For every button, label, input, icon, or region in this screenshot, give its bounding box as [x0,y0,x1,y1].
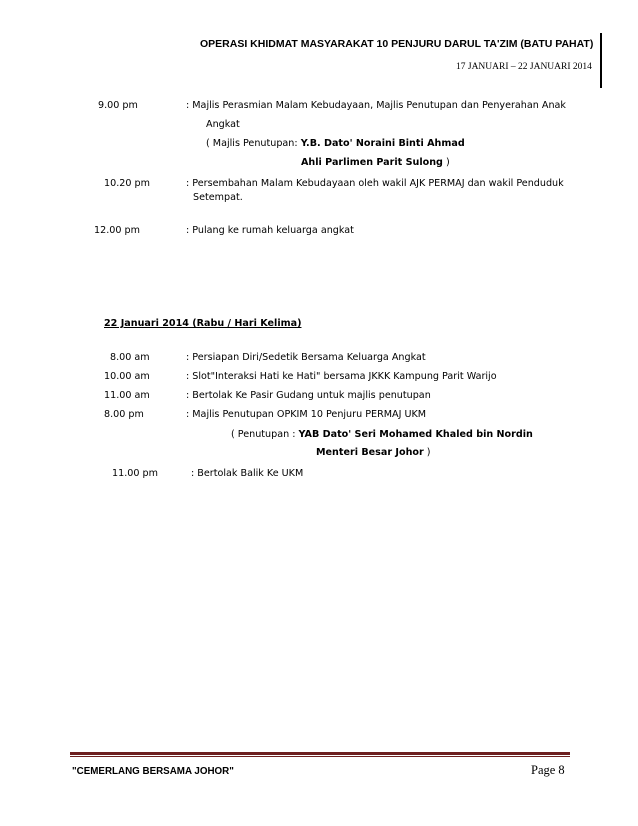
schedule-time: 8.00 am [110,352,150,363]
schedule-item-text-continued: Setempat. [193,192,243,203]
schedule-time: 10.00 am [104,371,150,382]
header-vertical-rule [600,33,602,88]
schedule-item-text-continued: Angkat [206,119,240,130]
document-header-title: OPERASI KHIDMAT MASYARAKAT 10 PENJURU DARUL TA'ZIM (BATU PAHAT) [200,38,594,50]
closing-guest-line [231,429,533,440]
schedule-time: 11.00 am [104,390,150,401]
schedule-item-text: : Majlis Perasmian Malam Kebudayaan, Majlis Penutupan dan Penyerahan Anak [186,100,566,111]
closing-guest-suffix: ) [423,447,431,458]
closing-guest-name: YAB Dato' Seri Mohamed Khaled bin Nordin [298,429,533,440]
schedule-item-text: : Slot"Interaksi Hati ke Hati" bersama JKKK Kampung Parit Warijo [186,371,497,382]
schedule-time: 8.00 pm [104,409,144,420]
closing-guest-suffix: ) [442,157,450,168]
schedule-item-text: : Pulang ke rumah keluarga angkat [186,225,354,236]
day-heading: 22 Januari 2014 (Rabu / Hari Kelima) [104,318,302,329]
schedule-item-text: : Majlis Penutupan OPKIM 10 Penjuru PERMAJ UKM [186,409,427,420]
schedule-time: 12.00 pm [94,225,140,236]
schedule-time: 9.00 pm [98,100,138,111]
closing-guest-prefix: ( Majlis Penutupan: [206,138,301,149]
closing-guest-line [206,138,465,149]
closing-guest-title-line [316,447,431,458]
closing-guest-title: Ahli Parlimen Parit Sulong [301,157,443,168]
schedule-time: 10.20 pm [104,178,150,189]
schedule-item-text: : Persembahan Malam Kebudayaan oleh wakil AJK PERMAJ dan wakil Penduduk [186,178,564,189]
footer-rule-thin [70,756,570,757]
schedule-item-text: : Bertolak Balik Ke UKM [191,468,304,479]
closing-guest-title-line [301,157,450,168]
footer-motto: "CEMERLANG BERSAMA JOHOR" [72,766,234,777]
schedule-time: 11.00 pm [112,468,158,479]
page-number: Page 8 [531,763,565,777]
schedule-item-text: : Bertolak Ke Pasir Gudang untuk majlis penutupan [186,390,431,401]
schedule-item-text: : Persiapan Diri/Sedetik Bersama Keluarga Angkat [186,352,426,363]
closing-guest-prefix: ( Penutupan : [231,429,299,440]
closing-guest-title: Menteri Besar Johor [316,447,424,458]
document-header-date-range: 17 JANUARI – 22 JANUARI 2014 [456,62,592,72]
footer-rule-thick [70,752,570,755]
closing-guest-name: Y.B. Dato' Noraini Binti Ahmad [300,138,465,149]
